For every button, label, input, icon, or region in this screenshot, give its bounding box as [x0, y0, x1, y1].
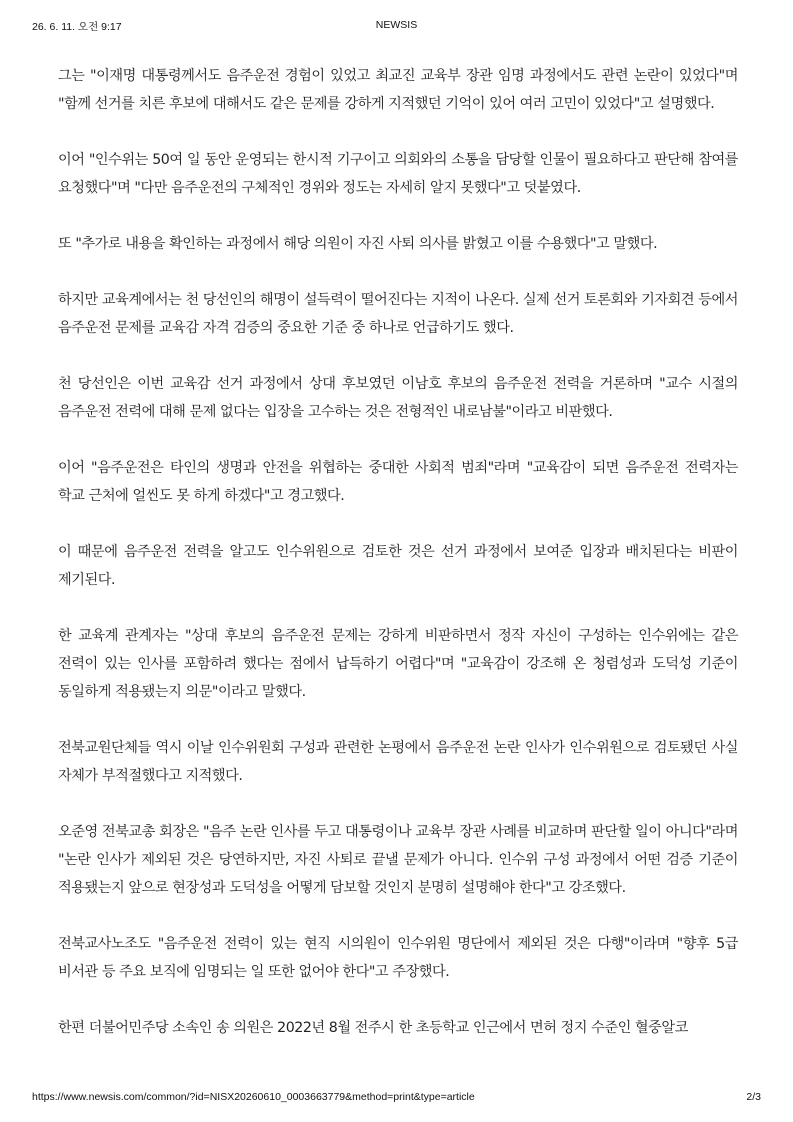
article-paragraph: 이 때문에 음주운전 전력을 알고도 인수위원으로 검토한 것은 선거 과정에서 보여준 입장과 배치된다는 비판이 제기된다.: [58, 544, 738, 588]
article-paragraph: 그는 "이재명 대통령께서도 음주운전 경험이 있었고 최교진 교육부 장관 임명 과정에서도 관련 논란이 있었다"며 "함께 선거를 치른 후보에 대해서도 같은 문제를 강하게 지적했던 기억이 있어 여러 고민이 있었다"고 설명했다.: [58, 68, 738, 112]
article-paragraph: 천 당선인은 이번 교육감 선거 과정에서 상대 후보였던 이남호 후보의 음주운전 전력을 거론하며 "교수 시절의 음주운전 전력에 대해 문제 없다는 입장을 고수하는 것은 전형적인 내로남불"이라고 비판했다.: [58, 376, 738, 420]
article-paragraph: 또 "추가로 내용을 확인하는 과정에서 해당 의원이 자진 사퇴 의사를 밝혔고 이를 수용했다"고 말했다.: [58, 236, 658, 252]
article-paragraph: 이어 "음주운전은 타인의 생명과 안전을 위협하는 중대한 사회적 범죄"라며 "교육감이 되면 음주운전 전력자는 학교 근처에 얼씬도 못 하게 하겠다"고 경고했다.: [58, 460, 738, 504]
article-paragraph: 이어 "인수위는 50여 일 동안 운영되는 한시적 기구이고 의회와의 소통을 담당할 인물이 필요하다고 판단해 참여를 요청했다"며 "다만 음주운전의 구체적인 경위와 정도는 자세히 알지 못했다"고 덧붙였다.: [58, 152, 738, 196]
article-paragraph: 전북교사노조도 "음주운전 전력이 있는 현직 시의원이 인수위원 명단에서 제외된 것은 다행"이라며 "향후 5급 비서관 등 주요 보직에 임명되는 일 또한 없어야 한다"고 주장했다.: [58, 936, 738, 980]
page-number: 2/3: [746, 1091, 761, 1103]
article-paragraph: 오준영 전북교총 회장은 "음주 논란 인사를 두고 대통령이나 교육부 장관 사례를 비교하며 판단할 일이 아니다"라며 "논란 인사가 제외된 것은 당연하지만, 자진 사퇴로 끝낼 문제가 아니다. 인수위 구성 과정에서 어떤 검증 기준이 적용됐는지 앞으로 현장성과 도덕성을 어떻게 담보할 것인지 분명히 설명해야 한다"고 강조했다.: [58, 824, 738, 896]
print-footer: [32, 1091, 761, 1107]
article-paragraph: 전북교원단체들 역시 이날 인수위원회 구성과 관련한 논평에서 음주운전 논란 인사가 인수위원으로 검토됐던 사실 자체가 부적절했다고 지적했다.: [58, 740, 738, 784]
article-url: https://www.newsis.com/common/?id=NISX20260610_0003663779&method=print&type=article: [32, 1091, 475, 1103]
print-header: [32, 19, 761, 35]
site-name: NEWSIS: [375, 19, 418, 31]
print-datetime: 26. 6. 11. 오전 9:17: [32, 21, 122, 33]
article-paragraph: 하지만 교육계에서는 천 당선인의 해명이 설득력이 떨어진다는 지적이 나온다. 실제 선거 토론회와 기자회견 등에서 음주운전 문제를 교육감 자격 검증의 중요한 기준 중 하나로 언급하기도 했다.: [58, 292, 738, 336]
article-paragraph: 한편 더불어민주당 소속인 송 의원은 2022년 8월 전주시 한 초등학교 인근에서 면허 정지 수준인 혈중알코: [58, 1020, 688, 1036]
article-body: [58, 62, 738, 1070]
article-paragraph: 한 교육계 관계자는 "상대 후보의 음주운전 문제는 강하게 비판하면서 정작 자신이 구성하는 인수위에는 같은 전력이 있는 인사를 포함하려 했다는 점에서 납득하기 어렵다"며 "교육감이 강조해 온 청렴성과 도덕성 기준이 동일하게 적용됐는지 의문"이라고 말했다.: [58, 628, 738, 700]
